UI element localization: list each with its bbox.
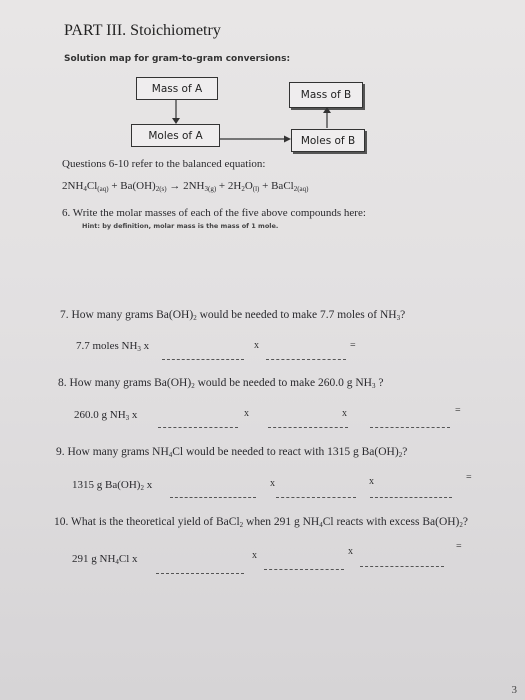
balanced-equation: $2NH_4Cl_{(aq)} + Ba(OH)_{2(s)} \to 2NH_{3(g)} + 2H_2O_{(l)}$ + BaCl$_{2(aq)}$	[62, 180, 309, 193]
question-9-start: 1315 g $Ba(OH)_2$ x	[72, 479, 153, 492]
q9-times-mark-1: x	[270, 478, 275, 489]
moles-b-label: Moles of B	[300, 134, 356, 147]
q8-blank-3[interactable]	[370, 427, 450, 428]
q10-blank-3[interactable]	[360, 566, 444, 567]
q7-blank-1[interactable]	[162, 359, 244, 360]
question-10-start: 291 g $NH_4Cl$ x	[72, 553, 138, 566]
arrowhead-up-icon	[323, 107, 331, 113]
q10-times-mark-2: x	[348, 546, 353, 557]
arrowhead-down-icon	[172, 118, 180, 124]
q10-blank-2[interactable]	[264, 569, 344, 570]
q9-blank-2[interactable]	[276, 497, 356, 498]
q7-blank-2[interactable]	[266, 359, 346, 360]
questions-intro: Questions 6-10 refer to the balanced equation:	[62, 158, 266, 170]
question-8: 8. How many grams $Ba(OH)_2$ would be needed to make 260.0 g $NH_3$ ?	[58, 377, 384, 390]
mass-b-label: Mass of B	[300, 89, 352, 101]
q9-blank-3[interactable]	[370, 497, 452, 498]
q9-blank-1[interactable]	[170, 497, 256, 498]
arrowhead-right-icon	[284, 136, 291, 143]
question-8-start: 260.0 g $NH_3$ x	[74, 409, 138, 422]
yield-arrow-icon: →	[166, 180, 184, 192]
q8-times-mark-2: x	[342, 408, 347, 419]
mass-a-label: Mass of A	[151, 82, 203, 95]
page-number: 3	[511, 684, 517, 696]
q9-times-mark-2: x	[369, 476, 374, 487]
page-title: PART III. Stoichiometry	[64, 22, 221, 39]
q8-equals-mark: =	[455, 405, 461, 416]
question-6: 6. Write the molar masses of each of the five above compounds here:	[62, 207, 366, 219]
q8-blank-2[interactable]	[268, 427, 348, 428]
q7-times-mark: x	[254, 340, 259, 351]
moles-a-label: Moles of A	[148, 129, 203, 142]
q8-blank-1[interactable]	[158, 427, 238, 428]
question-7: 7. How many grams $Ba(OH)_2$ would be needed to make 7.7 moles of $NH_3$?	[60, 309, 406, 322]
question-10: 10. What is the theoretical yield of BaCl$_2$ when 291 g $NH_4Cl$ reacts with excess $Ba(OH)_2$?	[54, 516, 468, 529]
solution-map-arrows	[0, 0, 525, 200]
question-9: 9. How many grams $NH_4Cl$ would be needed to react with 1315 g $Ba(OH)_2$?	[56, 446, 408, 459]
q8-times-mark-1: x	[244, 408, 249, 419]
question-7-start: 7.7 moles $NH_3$ x	[76, 340, 150, 353]
q10-times-mark-1: x	[252, 550, 257, 561]
question-6-hint: Hint: by definition, molar mass is the mass of 1 mole.	[82, 222, 279, 230]
q9-equals-mark: =	[466, 472, 472, 483]
q10-blank-1[interactable]	[156, 573, 244, 574]
q10-equals-mark: =	[456, 541, 462, 552]
page-subtitle: Solution map for gram-to-gram conversions:	[64, 54, 291, 64]
q7-equals-mark: =	[350, 340, 356, 351]
